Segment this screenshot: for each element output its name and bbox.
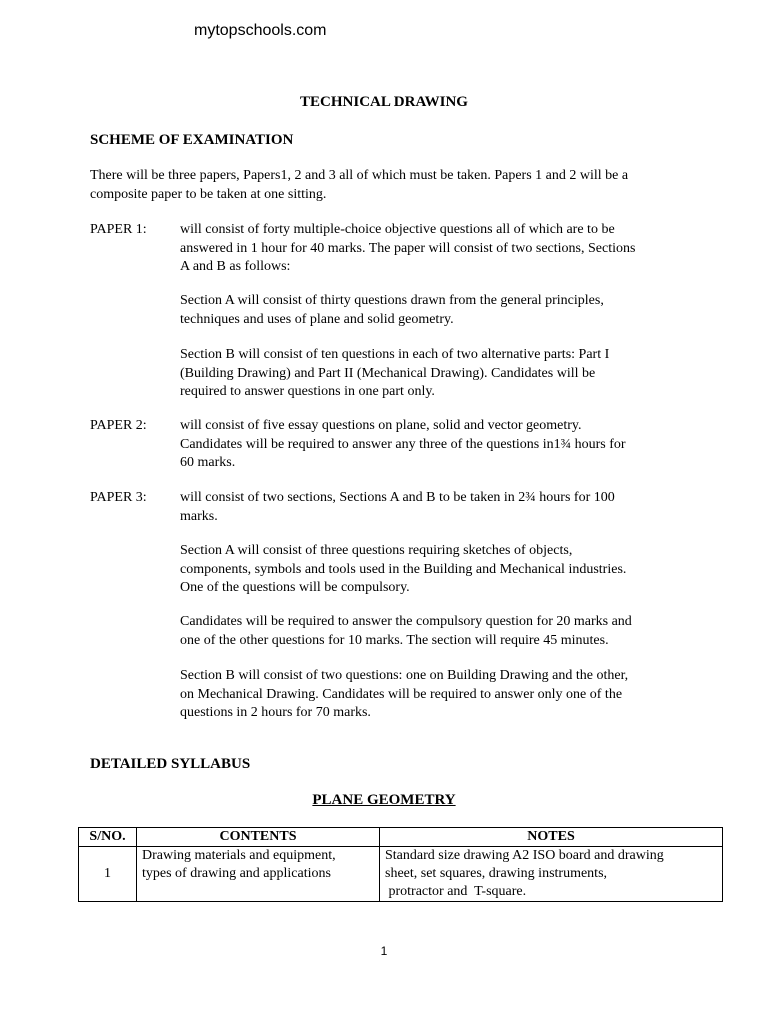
text-line: Candidates will be required to answer the compulsory question for 20 marks and bbox=[180, 614, 632, 629]
paper2-label: PAPER 2: bbox=[90, 418, 147, 433]
text-line: techniques and uses of plane and solid geometry. bbox=[180, 311, 454, 327]
text-line: required to answer questions in one part only. bbox=[180, 384, 435, 399]
text-line: Section B will consist of ten questions in each of two alternative parts: Part I bbox=[180, 347, 610, 362]
cell-contents bbox=[137, 847, 380, 902]
cell-sno: 1 bbox=[79, 847, 137, 902]
text-line: will consist of two sections, Sections A and B to be taken in 2¾ hours for 100 bbox=[180, 490, 615, 505]
text-line: types of drawing and applications bbox=[142, 866, 331, 881]
text-line: Section A will consist of three questions requiring sketches of objects, bbox=[180, 543, 573, 558]
table-row bbox=[79, 847, 723, 902]
plane-geometry-heading: PLANE GEOMETRY bbox=[312, 792, 456, 808]
paper3-paragraph-1 bbox=[180, 489, 680, 526]
paper1-paragraph-1 bbox=[180, 221, 680, 277]
text-line: Candidates will be required to answer any three of the questions in1¾ hours for bbox=[180, 436, 626, 452]
text-line: Section A will consist of thirty questions drawn from the general principles, bbox=[180, 293, 604, 308]
text-line: sheet, set squares, drawing instruments, bbox=[385, 866, 608, 881]
paper1-paragraph-3 bbox=[180, 346, 680, 402]
paper3-paragraph-2 bbox=[180, 542, 680, 598]
page-number: 1 bbox=[380, 944, 388, 958]
text-line: questions in 2 hours for 70 marks. bbox=[180, 705, 371, 720]
text-line: 60 marks. bbox=[180, 455, 236, 470]
cell-notes bbox=[380, 847, 723, 902]
syllabus-table bbox=[78, 827, 723, 902]
text-line: will consist of five essay questions on plane, solid and vector geometry. bbox=[180, 418, 582, 433]
text-line: Drawing materials and equipment, bbox=[142, 848, 336, 863]
table-header-row bbox=[79, 828, 723, 847]
text-line: protractor and T-square. bbox=[385, 884, 527, 899]
paper1-paragraph-2 bbox=[180, 292, 680, 329]
text-line: One of the questions will be compulsory. bbox=[180, 580, 410, 595]
text-line: There will be three papers, Papers1, 2 and 3 all of which must be taken. Papers 1 and 2 will be a bbox=[90, 168, 629, 183]
document-title: TECHNICAL DRAWING bbox=[300, 94, 468, 110]
syllabus-heading: DETAILED SYLLABUS bbox=[90, 756, 251, 772]
column-header-contents: CONTENTS bbox=[137, 828, 380, 847]
column-header-sno: S/NO. bbox=[79, 828, 137, 847]
text-line: answered in 1 hour for 40 marks. The paper will consist of two sections, Sections bbox=[180, 240, 636, 256]
text-line: marks. bbox=[180, 508, 218, 524]
paper3-label: PAPER 3: bbox=[90, 490, 147, 505]
site-header: mytopschools.com bbox=[194, 22, 327, 39]
paper3-paragraph-4 bbox=[180, 667, 680, 723]
text-line: components, symbols and tools used in the Building and Mechanical industries. bbox=[180, 561, 627, 577]
intro-paragraph bbox=[90, 167, 690, 204]
text-line: will consist of forty multiple-choice objective questions all of which are to be bbox=[180, 222, 615, 237]
text-line: A and B as follows: bbox=[180, 259, 291, 274]
paper2-paragraph-1 bbox=[180, 417, 680, 473]
paper3-paragraph-3 bbox=[180, 613, 680, 650]
text-line: Section B will consist of two questions: one on Building Drawing and the other, bbox=[180, 668, 629, 683]
scheme-heading: SCHEME OF EXAMINATION bbox=[90, 132, 294, 148]
text-line: (Building Drawing) and Part II (Mechanical Drawing). Candidates will be bbox=[180, 365, 596, 381]
text-line: composite paper to be taken at one sitting. bbox=[90, 186, 327, 202]
text-line: on Mechanical Drawing. Candidates will be required to answer only one of the bbox=[180, 686, 623, 702]
text-line: one of the other questions for 10 marks. The section will require 45 minutes. bbox=[180, 632, 609, 648]
paper1-label: PAPER 1: bbox=[90, 222, 147, 237]
text-line: Standard size drawing A2 ISO board and drawing bbox=[385, 848, 664, 863]
column-header-notes: NOTES bbox=[380, 828, 723, 847]
